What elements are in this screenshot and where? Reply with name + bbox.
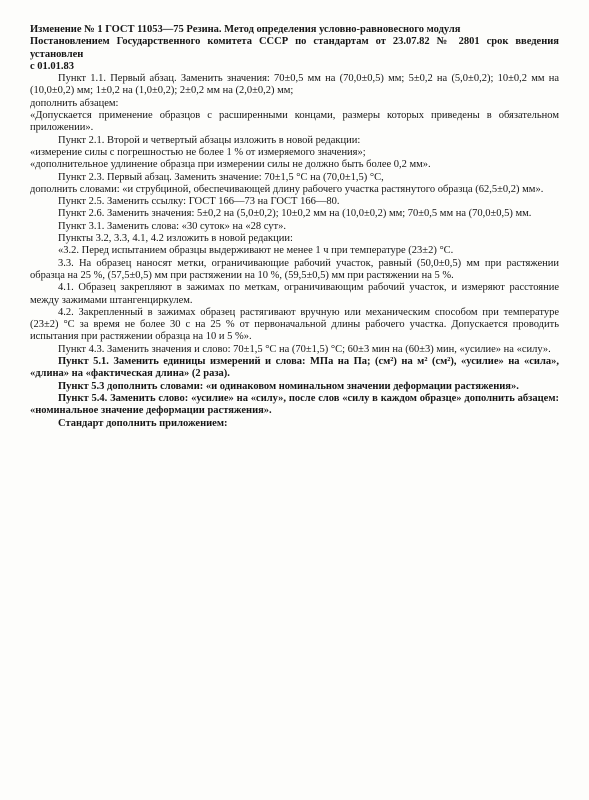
paragraph-2-5: Пункт 2.5. Заменить ссылку: ГОСТ 166—73 на ГОСТ 166—80.: [58, 196, 340, 208]
paragraph-appendix-intro: Стандарт дополнить приложением:: [58, 417, 228, 429]
paragraph-supplement-text: «Допускается применение образцов с расширенными концами, размеры которых приведены в обязательном приложении».: [30, 110, 559, 134]
paragraph-3-2: «3.2. Перед испытанием образцы выдерживают не менее 1 ч при температуре (23±2) °С.: [58, 245, 454, 257]
paragraph-4-1: 4.1. Образец закрепляют в зажимах по меткам, ограничивающим рабочий участок, и измеряют расстояние между зажимами штангенциркулем.: [30, 282, 559, 306]
decree-statement: Постановлением Государственного комитета СССР по стандартам от 23.07.82 № 2801 срок введения установлен: [30, 36, 559, 60]
paragraph-5-4: Пункт 5.4. Заменить слово: «усилие» на «силу», после слов «силу в каждом образце» дополнить абзацем: «номинальное значение деформации растяжения».: [30, 392, 559, 417]
paragraph-3-1: Пункт 3.1. Заменить слова: «30 суток» на «28 сут».: [58, 220, 286, 232]
paragraph-2-6: Пункт 2.6. Заменить значения: 5±0,2 на (5,0±0,2); 10±0,2 мм на (10,0±0,2) мм; 70±0,5 мм на (70,0±0,5) мм.: [58, 208, 532, 220]
paragraph-2-1-quote-1: «измерение силы с погрешностью не более 1 % от измеряемого значения»;: [30, 146, 366, 158]
effective-date: с 01.01.83: [30, 60, 75, 72]
paragraph-2-3: Пункт 2.3. Первый абзац. Заменить значение: 70±1,5 °С на (70,0±1,5) °С,: [58, 171, 384, 183]
paragraph-2-1: Пункт 2.1. Второй и четвертый абзацы изложить в новой редакции:: [58, 134, 361, 146]
amendment-title: Изменение № 1 ГОСТ 11053—75 Резина. Метод определения условно-равновесного модуля: [30, 24, 461, 35]
paragraph-1-1: Пункт 1.1. Первый абзац. Заменить значения: 70±0,5 мм на (70,0±0,5) мм; 5±0,2 на (5,0±0,2); 10±0,2 мм на (10,0±0,2) мм; 1±0,2 на (1,0±0,2); 2±0,2 мм на (2,0±0,2) мм;: [30, 73, 559, 97]
paragraph-2-1-quote-2: «дополнительное удлинение образца при измерении силы не должно быть более 0,2 мм».: [30, 159, 431, 171]
paragraph-points-new-edition: Пункты 3.2, 3.3, 4.1, 4.2 изложить в новой редакции:: [58, 233, 293, 245]
paragraph-4-2: 4.2. Закрепленный в зажимах образец растягивают вручную или механическим способом при температуре (23±2) °С за время не более 30 с на 25 % от первоначальной длины рабочего участка. Допускается проводить испытания при растяжении образца на 10 и 5 %».: [30, 306, 559, 343]
paragraph-2-3-addition: дополнить словами: «и струбциной, обеспечивающей длину рабочего участка растянутого образца (62,5±0,2) мм».: [30, 183, 544, 195]
paragraph-5-1: Пункт 5.1. Заменить единицы измерений и слова: МПа на Па; (см²) на м² (см²), «усилие» на «сила», «длина» на «фактическая длина» (2 раза).: [30, 356, 559, 380]
paragraph-4-3: Пункт 4.3. Заменить значения и слово: 70±1,5 °С на (70±1,5) °С; 60±3 мин на (60±3) мин, «усилие» на «силу».: [58, 343, 551, 355]
paragraph-5-3: Пункт 5.3 дополнить словами: «и одинаковом номинальном значении деформации растяжения».: [58, 380, 519, 392]
document-body: [30, 24, 559, 430]
paragraph-3-3: 3.3. На образец наносят метки, ограничивающие рабочий участок, равный (50,0±0,5) мм при растяжении образца на 25 %, (57,5±0,5) мм при растяжении на 10 %, (59,5±0,5) мм при растяжении на 5 %.: [30, 257, 559, 281]
paragraph-supplement-intro: дополнить абзацем:: [30, 97, 119, 109]
